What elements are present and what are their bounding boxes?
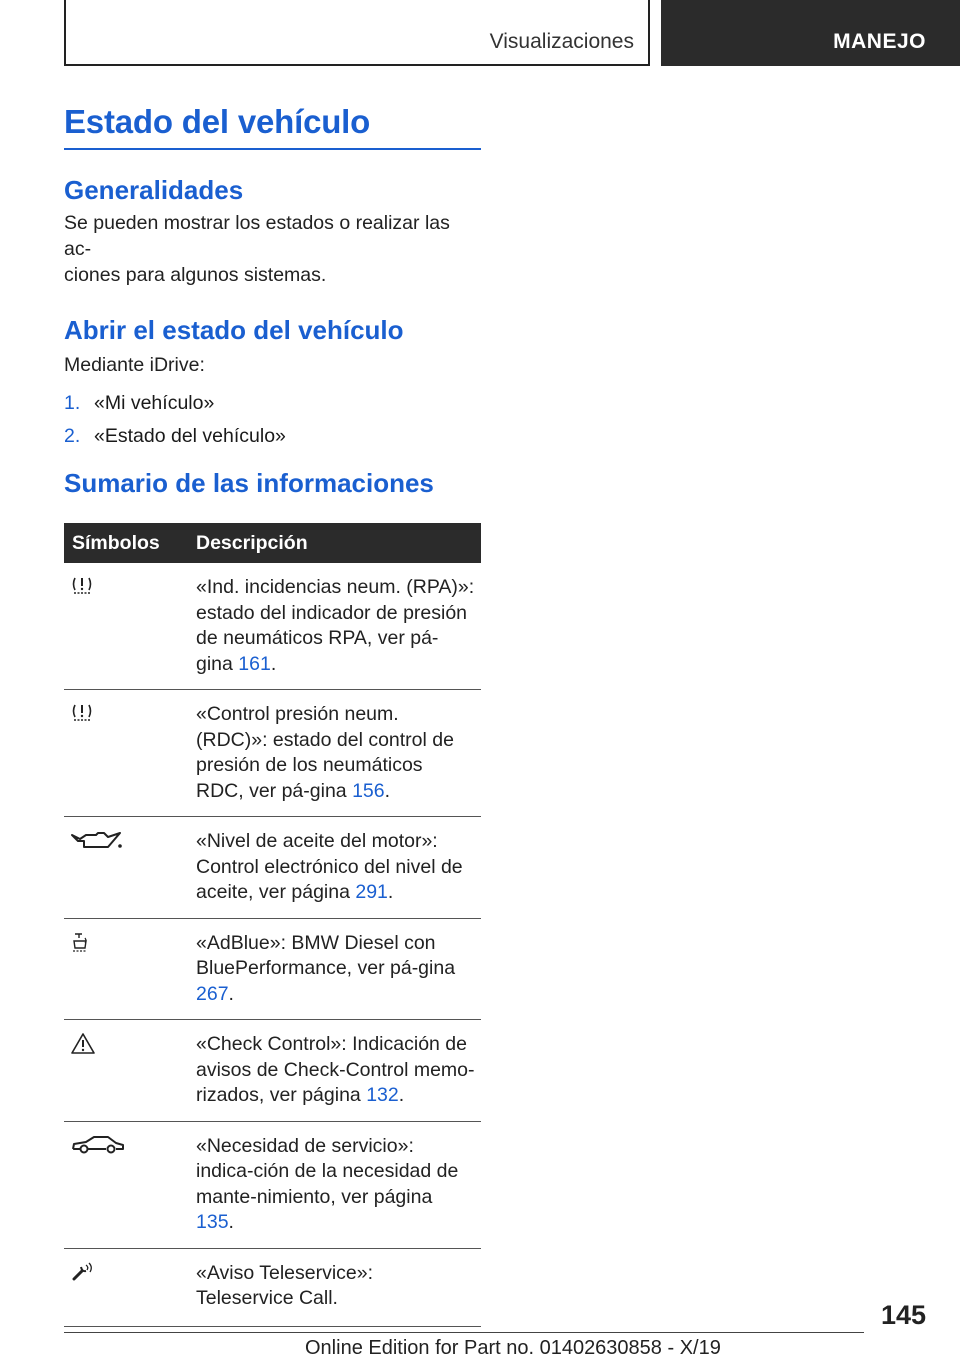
page-link[interactable]: 267	[196, 982, 229, 1005]
open-heading: Abrir el estado del vehículo	[64, 315, 404, 345]
table-row: «Check Control»: Indicación de avisos de Check-Control memo-rizados, ver página 132.	[64, 1020, 481, 1122]
row-description: «Necesidad de servicio»: indica-ción de la necesidad de mante-nimiento, ver página	[196, 1134, 459, 1208]
page-number: 145	[880, 1300, 926, 1330]
row-description: «Check Control»: Indicación de avisos de Check-Control memo-rizados, ver página	[196, 1033, 475, 1106]
row-description: «Control presión neum. (RDC)»: estado del control de presión de los neumáticos RDC, ver pá-gina	[196, 703, 454, 802]
step-text: «Mi vehículo»	[94, 392, 215, 414]
table-row: «Ind. incidencias neum. (RPA)»: estado del indicador de presión de neumáticos RPA, ver pá-gina 161.	[64, 563, 481, 690]
table-row: «Control presión neum. (RDC)»: estado del control de presión de los neumáticos RDC, ver pá-gina 156.	[64, 690, 481, 817]
step-item	[64, 390, 481, 416]
summary-heading: Sumario de las informaciones	[64, 468, 434, 498]
table-row: «Necesidad de servicio»: indica-ción de la necesidad de mante-nimiento, ver página 135.	[64, 1121, 481, 1248]
open-intro: Mediante iDrive:	[64, 354, 205, 376]
step-number: 1.	[64, 392, 81, 414]
title-rule	[64, 148, 481, 150]
row-description: «AdBlue»: BMW Diesel con BluePerformance, ver pá-gina	[196, 931, 456, 979]
page-title: Estado del vehículo	[64, 103, 371, 140]
header-chapter-tab	[661, 0, 960, 66]
step-number: 2.	[64, 425, 81, 447]
tire-pressure-warning-icon	[70, 702, 94, 722]
warning-triangle-icon	[70, 1032, 96, 1056]
table-row	[64, 1248, 481, 1326]
teleservice-wrench-icon	[70, 1261, 96, 1283]
step-item	[64, 423, 481, 449]
symbols-table	[64, 523, 481, 1327]
content-column	[64, 100, 481, 1327]
oil-can-icon	[70, 829, 124, 853]
page-link[interactable]: 291	[355, 881, 388, 903]
row-description: «Ind. incidencias neum. (RPA)»: estado del indicador de presión de neumáticos RPA, ver pá-gina	[196, 576, 475, 675]
step-list	[64, 390, 481, 449]
tire-pressure-warning-icon	[70, 575, 94, 595]
table-row: «AdBlue»: BMW Diesel con BluePerformance, ver pá-gina 267.	[64, 918, 481, 1020]
page-link[interactable]: 132	[366, 1084, 399, 1106]
general-text: Se pueden mostrar los estados o realizar las ac- ciones para algunos sistemas.	[64, 212, 450, 286]
adblue-icon	[70, 931, 92, 953]
page-link[interactable]: 161	[238, 652, 271, 675]
header-section-box	[64, 0, 650, 66]
column-header-description: Descripción	[188, 523, 481, 563]
edition-footer: Online Edition for Part no. 01402630858 - X/19	[305, 1337, 721, 1359]
row-description: «Nivel de aceite del motor»: Control electrónico del nivel de aceite, ver página	[196, 830, 463, 903]
column-header-symbols: Símbolos	[64, 523, 188, 563]
header-chapter-title: MANEJO	[833, 30, 926, 53]
page-link[interactable]: 156	[352, 779, 385, 802]
table-row: «Nivel de aceite del motor»: Control electrónico del nivel de aceite, ver página 291.	[64, 817, 481, 919]
row-description: «Aviso Teleservice»: Teleservice Call.	[196, 1261, 374, 1309]
page-link[interactable]: 135	[196, 1211, 229, 1233]
step-text: «Estado del vehículo»	[94, 425, 286, 447]
footer-rule	[64, 1332, 864, 1333]
header-section-title: Visualizaciones	[489, 30, 634, 53]
general-heading: Generalidades	[64, 175, 244, 205]
service-car-icon	[70, 1134, 126, 1156]
